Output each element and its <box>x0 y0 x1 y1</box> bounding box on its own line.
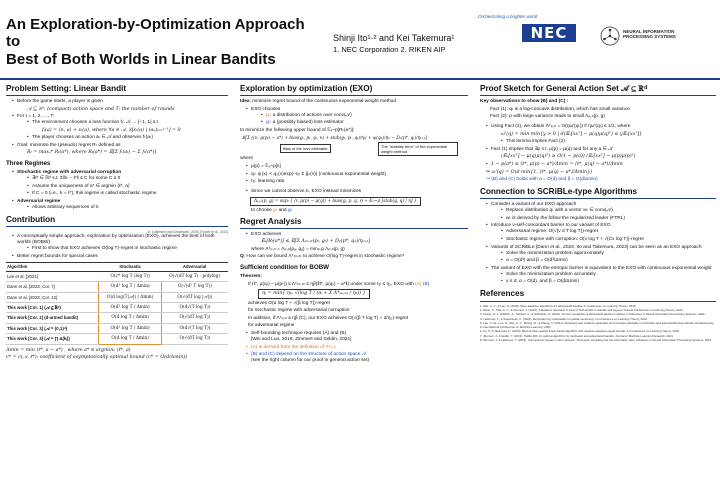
table-cell-adv: O(√(dT log T)) <box>161 334 228 344</box>
proof-math: ω'(q) = min min{y > 0 | d(𝔼ₓ[xxᵀ] − μ(q)μ(q)ᵀ) ≤ y𝔼ₓ[xxᵀ]} <box>501 131 643 137</box>
proof-item <box>486 162 716 168</box>
table-cell-adv: O(d√(T log T)) <box>161 323 228 333</box>
p-symbol: pₜ <box>273 207 278 213</box>
exo-subitem <box>261 113 468 119</box>
contribution-item <box>12 234 228 252</box>
header-rule <box>0 78 720 80</box>
p-symbol: pₜ <box>266 112 271 118</box>
column-2 <box>240 84 468 366</box>
problem-math: fₜ(a) = ⟨ℓₜ, a⟩ + εₜ(a), where ∀a ∈ 𝒜, 𝔼[εₜ(a) | (aₛ)ₛ₌₁ᵗ⁻¹] = 0 <box>42 127 181 133</box>
choose-text <box>251 208 468 214</box>
exo-subitem <box>261 120 468 126</box>
connection-subitem: • α = O(d³) and β = O(d³/Δmin) <box>501 258 716 264</box>
callout-row <box>240 142 468 156</box>
problem-subitem <box>27 120 228 133</box>
table-cell-alg: Dann et al. [2023, Cor. 7] <box>6 282 99 292</box>
table-header: Algorithm <box>6 262 99 271</box>
table-cell-alg: This work [Cor. 2] (d-armed bandit) <box>6 313 99 323</box>
table-cell-alg: This work [Cor. 3] (𝒜 = ∏ Δ(kᵢ)) <box>6 334 99 344</box>
nec-logo: NEC <box>522 24 576 42</box>
problem-text: For t = 1, 2, …, T: <box>17 114 55 120</box>
key-observations-text: Key observations to show (B) and (C) : <box>480 99 569 105</box>
proof-subitem: • This lemma implies Fact (2) <box>501 139 716 145</box>
table-row <box>6 323 228 333</box>
exo-idea <box>240 99 468 105</box>
connection-sublist <box>491 272 716 286</box>
bobw-text: (see the right column for our proof in general action set) <box>251 358 370 364</box>
exo-text: : a (possibly biased) loss estimator <box>270 120 344 126</box>
table-row <box>6 292 228 302</box>
regime-item <box>12 170 228 197</box>
table-cell-alg: This work [Cor. 3] (𝒜 = {0,1}ᵈ) <box>6 323 99 333</box>
since-list <box>240 189 468 195</box>
connection-sublist <box>491 251 716 265</box>
results-table-body <box>6 271 228 344</box>
column-1 <box>6 84 228 362</box>
contribution-title: Contribution <box>6 215 228 227</box>
problem-item <box>12 114 228 141</box>
title-line-2: Best of Both Worlds in Linear Bandits <box>6 50 276 68</box>
problem-text: The environment chooses a loss function fₜ: 𝒜 → [−1, 1] s.t. <box>32 120 160 126</box>
regret-item <box>246 232 468 253</box>
connection-subitem: • Replace distribution qₜ with a vector wₜ ∈ conv(𝒜) <box>501 208 716 214</box>
table-row <box>6 271 228 281</box>
bobw-text: Self-bounding technique requires (A) and (B) <box>251 331 347 337</box>
table-cell-alg: This work [Cor. 1] (𝒜 ⊆ ℝᵈ) <box>6 303 99 313</box>
regime-subitem: • Assume the uniqueness of a* ∈ argmin ⟨ℓ*, a⟩ <box>27 184 228 190</box>
table-cell-sto: O(c* log T (log T)) <box>99 271 161 281</box>
contribution-item: • Better regret bounds for special cases <box>12 254 228 260</box>
connection-text: The variant of EXO with the entropic barrier is equivalent to the EXO with continuous exponential weight <box>491 265 712 271</box>
poster-header <box>0 0 720 78</box>
table-cell-sto: O(d log T / Δmin) <box>99 334 161 344</box>
connection-subitem: • Adversarial regime: O(√(ν d T log T))-regret <box>501 229 716 235</box>
theorem-label-text: Theorem: <box>240 274 262 280</box>
references-list <box>480 305 716 343</box>
references-title: References <box>480 289 716 301</box>
theorem-label <box>240 274 468 280</box>
regret-formula: 𝔼ₓ[Rₜ(a*)] ≤ 𝔼[Σ Λₚₜ,ₙₜ(pₜ, gₜ) + Dₚ(p*, q₁)/ηₜ₊₁] <box>261 239 371 245</box>
table-cell-adv: O(√(dT log T) · polylog) <box>161 271 228 281</box>
reference-item: 2. Dann, C., Wei, C.-Y., & Zimmert, J. (2023). A blackbox approach to best of both worlds in bandits and beyond. Annual Conference on Learning Theory, 2023. <box>480 307 684 312</box>
connection-sublist <box>491 229 716 243</box>
regimes-list <box>6 170 228 211</box>
idea-text: : minimize regret bound of the continuous exponential weight method <box>249 99 397 105</box>
connection-subitem: • Stochastic regime with corruption: O(ν log T + √(Cν log T))-regret <box>501 237 716 243</box>
connection-subitem: • Solve the minimization problem accurately <box>501 272 716 278</box>
table-cell-sto: O(d² log T / Δmin) <box>99 323 161 333</box>
bobw-text: [Wei and Luo, 2018, Zimmert and Seldin, 2021] <box>251 337 352 343</box>
proof-text: Using Fact (1), we obtain Λ*ₚ,ₙ = O(ηω'(qₜ)) if ηω'(qₜ) ≤ 1/2, where <box>491 124 631 130</box>
connection-title: Connection to SCRiBLe-type Algorithms <box>480 187 716 199</box>
results-table <box>6 262 228 345</box>
table-row <box>6 282 228 292</box>
key-observations <box>480 99 716 105</box>
where-text: where <box>240 156 254 162</box>
connection-item <box>486 266 716 286</box>
reference-item: 6. Ito, S. & Takemura, K. (2023). Best-of-three-worlds linear bandit algorithm with variance-adaptive regret bounds. In Conference on Learning Theory, 2023. <box>480 329 680 334</box>
contribution-list <box>6 234 228 260</box>
delta-min-footnote: Δmin = min ⟨ℓ*, a − a*⟩ , where a* ∈ argminₐ ⟨ℓ*, a⟩ <box>6 347 131 353</box>
exo-text: EXO chooses <box>251 106 281 112</box>
reference-item: 8. Zimmert, J. & Lattimore, T. (2019). Connections between mirror descent, Thompson sampling and the information ratio. Advances in Neural Information Processing Systems, 2019. <box>480 338 713 343</box>
exo-title: Exploration by optimization (EXO) <box>240 84 468 96</box>
table-cell-adv: O(d√(T log T)) <box>161 303 228 313</box>
exo-text: : a distribution of actions over conv(𝒜) <box>270 112 352 118</box>
problem-text: Before the game starts, a player is given <box>17 99 103 105</box>
table-cell-sto: O(d log(T|𝒜|) / Δmin) <box>99 292 161 302</box>
regret-where: where Λ*ₚ,ₙ = Λₚ,ₙ(pₐ, gₐ) = minₚ,g Λₚ,ₙ(p, g) <box>251 246 345 252</box>
problem-sublist <box>17 120 228 141</box>
exo-list <box>240 107 468 127</box>
contribution-sublist <box>17 246 228 252</box>
table-header-row <box>6 262 228 271</box>
problem-math: 𝒜 ⊆ ℝᵈ: (compact) action space and T: the number of rounds <box>27 106 175 112</box>
proof-math: (𝔼ₓ[xxᵀ] − μ(q)μ(q)ᵀ) ≥ O(1 − p(a)) (𝔼ₓ[xxᵀ] − μ(p)μ(p)ᵀ) <box>501 154 636 160</box>
connection-subitem: • wₜ is derived by the follow the regularized leader (FTRL) <box>501 216 716 222</box>
theorem-body <box>248 282 468 330</box>
g-symbol: gₜ <box>287 207 293 213</box>
theorem-line: In addition, if Λ*ₚ,ₙ ≤ ηβ (C), our EXO achieves O(√(β T log T) + d/η₀)-regret <box>248 315 409 321</box>
connection-text: Introduce ν-self-concordant barrier to our variant of EXO <box>491 223 611 229</box>
choose-prefix: to choose <box>251 207 272 213</box>
regimes-title: Three Regimes <box>6 160 51 168</box>
idea-label: Idea <box>240 99 250 105</box>
regime-name: Adversarial regime <box>17 198 61 204</box>
neurips-logo <box>600 24 718 54</box>
neurips-line-1: NEURAL INFORMATION <box>623 29 675 34</box>
problem-item <box>12 99 228 112</box>
connection-subitem: • Solve the minimization problem approximately <box>501 251 716 257</box>
poster-title <box>6 16 306 68</box>
label-B: (B) <box>422 281 430 287</box>
regret-text: EXO achieves <box>251 231 282 237</box>
table-cell-alg: Dann et al. [2023, Cor. 12] <box>6 292 99 302</box>
contribution-text: A conceptually simple approach, exploration by optimization (EXO), achieves the best of both worlds (BOBW) <box>17 234 215 246</box>
proof-item <box>486 147 716 160</box>
since-item: • Since we cannot observe ℓₜ, EXO instead minimizes <box>246 189 468 195</box>
lambda-formula-text: Λₚ,ₙ(p, g) = supₗ { ⟨ℓ, μ(p) − μ(q)⟩ + bias(g, p, q, ℓ) + Eₓ~p [stab(g, q) / η] } <box>250 197 421 206</box>
table-cell-adv: O(√(dT log |𝒜|)) <box>161 292 228 302</box>
bobw-list <box>240 331 468 364</box>
table-cell-adv: O(√(d² T log T)) <box>161 282 228 292</box>
reference-item: 3. Foster, D. J., Rakhlin, A., Sekhari, A., & Sridharan, K. (2022). On the complexity of adversarial decision making. In Advances in Neural Information Processing Systems, 2022. <box>480 312 706 317</box>
connection-subitem: • ν ≤ d, α = O(d), and β = O(d/Δmin) <box>501 279 716 285</box>
regret-analysis-title: Regret Analysis <box>240 217 468 229</box>
neurips-text <box>623 29 676 40</box>
regret-list <box>240 232 468 253</box>
table-cell-alg: Lee et al. [2021] <box>6 271 99 281</box>
problem-list <box>6 99 228 156</box>
c-star-footnote: c* = c(𝒜, ℓ*): coefficient of asymptotically optimal bound (c* = O(d/Δmin)) <box>6 354 188 360</box>
eta-formula <box>258 289 468 299</box>
proof-math: ⇒ ω'(q) = O(d min{1, ⟨ℓ*, μ(q) − a*⟩/Δmin}) <box>486 169 593 175</box>
proof-conclusion: ⇒ (B) and (C) holds with α = O(d) and β = O(d/Δmin) <box>486 177 598 183</box>
connection-list <box>480 202 716 285</box>
bobw-text: (B) and (C) depend on the structure of action space 𝒜 <box>251 352 367 358</box>
table-cell-sto: O(d log T / Δmin) <box>99 313 161 323</box>
neurips-mark-icon <box>600 26 620 46</box>
proof-sketch-title: Proof Sketch for General Action Set 𝒜 ⊆ ℝᵈ <box>480 84 716 96</box>
fact-1: Fact (1): qₜ is a log-concave distribution, which has small variance <box>490 106 630 112</box>
reference-item: 1. Wei, C.-Y., & Luo, H. (2018). More adaptive algorithms for adversarial bandits. In Conference on Learning Theory, 2018. <box>480 303 637 308</box>
bias-callout: Bias of the loss estimator <box>280 144 331 153</box>
regime-subitem: • ∃ℓ* ∈ ℝᵈ s.t. Σ‖ℓₜ − ℓ*‖ ≤ C for some C ≥ 0 <box>27 176 228 182</box>
problem-item <box>12 143 228 156</box>
label-A: (A) <box>415 281 422 287</box>
table-row <box>6 334 228 344</box>
proof-list <box>480 124 716 168</box>
table-row <box>6 303 228 313</box>
regime-sublist <box>17 205 228 211</box>
regime-item <box>12 199 228 211</box>
connection-text: Variants of SCRiBLe [Dann et al., 2023, Ito and Takemura, 2023] can be seen as an EXO approach <box>491 244 702 250</box>
theorem-line: for adversarial regime <box>248 323 295 329</box>
bound-formula: 𝔼[Σ (⟨ℓₜ, μ(pₜ) − a*⟩ + bias(gₜ, pₜ, qₜ, ℓₜ) + stab(gₜ, pₜ, qₜ)/ηₜ) + ψ(q₁)/η₁ − Dₚ(p*, qₜ)/ηₜ₊₁] <box>242 135 427 141</box>
question-text <box>240 254 468 260</box>
stability-callout: The "stability term" of the exponential weight method <box>378 142 458 156</box>
problem-math: Rₜ = maxₐ* Rₜ(a*), where Rₜ(a*) = 𝔼[Σ fₜ(aₜ) − Σ fₜ(a*)] <box>27 150 157 156</box>
exo-item <box>246 107 468 127</box>
choose-and: and <box>278 207 287 213</box>
question-label: Q <box>240 254 244 260</box>
affiliations: 1. NEC Corporation 2. RIKEN AIP <box>333 45 446 54</box>
question-body: : How can we bound Λ*ₚₜ,ₙₜ to achieve O(log T)-regret in stochastic regime? <box>243 254 405 260</box>
connection-item <box>486 245 716 265</box>
proof-sublist <box>491 139 716 145</box>
theorem-line <box>248 282 468 288</box>
connection-text: Consider a variant of our EXO approach <box>491 202 577 208</box>
table-row <box>6 313 228 323</box>
table-cell-sto: O(d² log T / Δmin) <box>99 282 161 292</box>
contribution-subitem: • First to show that EXO achieves O(log T)-regret in stochastic regime <box>27 246 228 252</box>
problem-setting-title: Problem Setting: Linear Bandit <box>6 84 228 96</box>
reference-item: 4. Lattimore, T., & Szepesvári, C. (2020). Exploration by optimisation in partial monitoring. In Conference on Learning Theory, 2020. <box>480 316 648 321</box>
where-item: • μ(p) = 𝔼ₓ~p[x] <box>246 164 468 170</box>
g-symbol: gₜ <box>266 120 271 126</box>
regime-subitem: • If C = 0 (i.e., ℓₜ = ℓ*), this regime is called stochastic regime <box>27 191 228 197</box>
bobw-item: • (A) is derived from the definition of Λ*ₚ,ₙ <box>246 345 468 351</box>
authors: Shinji Ito¹·² and Kei Takemura¹ <box>333 33 455 43</box>
fact-2: Fact (2): p with large variance leads to small Λₚ,ₙ(p, g) <box>490 114 605 120</box>
where-item: • qₜ: qₜ(x) ∝ q₀(x)exp(−ηₜ Σ ĝₛ(x)) (continuous exponential weight) <box>246 172 468 178</box>
reference-item: 7. Zimmert, J. & Seldin, Y. (2021). Tsallis-INF: An optimal algorithm for stochastic and adversarial bandits. Journal of Machine Learning Research, 2021. <box>480 333 674 338</box>
bobw-item <box>246 331 468 343</box>
problem-text: Goal: minimize the (pseudo) regret Rₜ defined as <box>17 142 121 148</box>
theorem-line: for stochastic regime with adversarial corruption <box>248 308 350 314</box>
orchestrating-logo <box>478 14 537 20</box>
table-cell-sto: O(d² log T / Δmin) <box>99 303 161 313</box>
where-item: • ηₜ: learning rate <box>246 179 468 185</box>
connection-item <box>486 202 716 222</box>
proof-text: Fact (1) implies that ∃p s.t. μ(p) = μ(q) and for any a ∈ 𝒜 <box>491 146 613 152</box>
table-header: Adversarial <box>161 262 228 271</box>
neurips-line-2: PROCESSING SYSTEMS <box>623 34 676 40</box>
proof-item <box>486 124 716 145</box>
theorem-text: If (ℓ*, μ(qₜ) − μ(pₜ)) ≤ Λ*ₚₜ,ₙₜ ≤ ηβ(‖ℓ*, μ(qₜ) − a*‖) under some ηₜ ≤ η₀, EXO with <box>248 281 414 287</box>
regime-subitem: • Allows arbitrary sequences of ℓₜ <box>27 205 228 211</box>
table-cell-adv: O(√(dT log T)) <box>161 313 228 323</box>
reference-item: 5. Lee, C.-W., Luo, H., Wei, C.-Y., Zhang, M., & Zhang, X. (2021). Achieving near instance-optimality and minimax-optimality in stochastic and adversarial linear bandits simultaneously. In International Conference on Machine Learning, 2021. <box>480 321 715 329</box>
column-3 <box>480 84 716 344</box>
lambda-formula <box>250 197 468 206</box>
table-header: Stochastic <box>99 262 161 271</box>
bobw-item <box>246 352 468 364</box>
eta-formula-text: ηₜ = min{ η₀, √(log T / (α + Σ Λ*ₚₛ,ₙₛ / ηₛ)) } <box>258 289 370 299</box>
proof-math: 1 − p(a*) ≤ ⟨ℓ*, μ(p) − a*⟩/Δmin = ⟨ℓ*, μ(q) − a*⟩/Δmin <box>491 162 623 167</box>
exo-sublist <box>251 113 468 127</box>
theorem-line: achieves O(α log T + √(β log T))-regret <box>248 300 330 306</box>
exo-min-text: to minimize the following upper bound of 𝔼ₓ~p[Rₜ(a*)]: <box>240 127 355 133</box>
regime-sublist <box>17 176 228 197</box>
connection-sublist <box>491 208 716 222</box>
orchestrating-logo-text: Orchestrating a brighter world <box>478 14 538 19</box>
regime-name: Stochastic regime with adversarial corruption <box>17 170 122 176</box>
connection-item <box>486 223 716 243</box>
sufficient-condition-title: Sufficient condition for BOBW <box>240 264 330 272</box>
title-line-1: An Exploration-by-Optimization Approach to <box>6 16 305 51</box>
where-list <box>240 164 468 185</box>
problem-subitem: • The player chooses an action aₜ ∈ 𝒜 and observes fₜ(aₜ) <box>27 135 228 141</box>
contribution-note: cf. [Lattimore and Szepesvári, 2020], [Foster et al., 2022] <box>147 230 228 235</box>
